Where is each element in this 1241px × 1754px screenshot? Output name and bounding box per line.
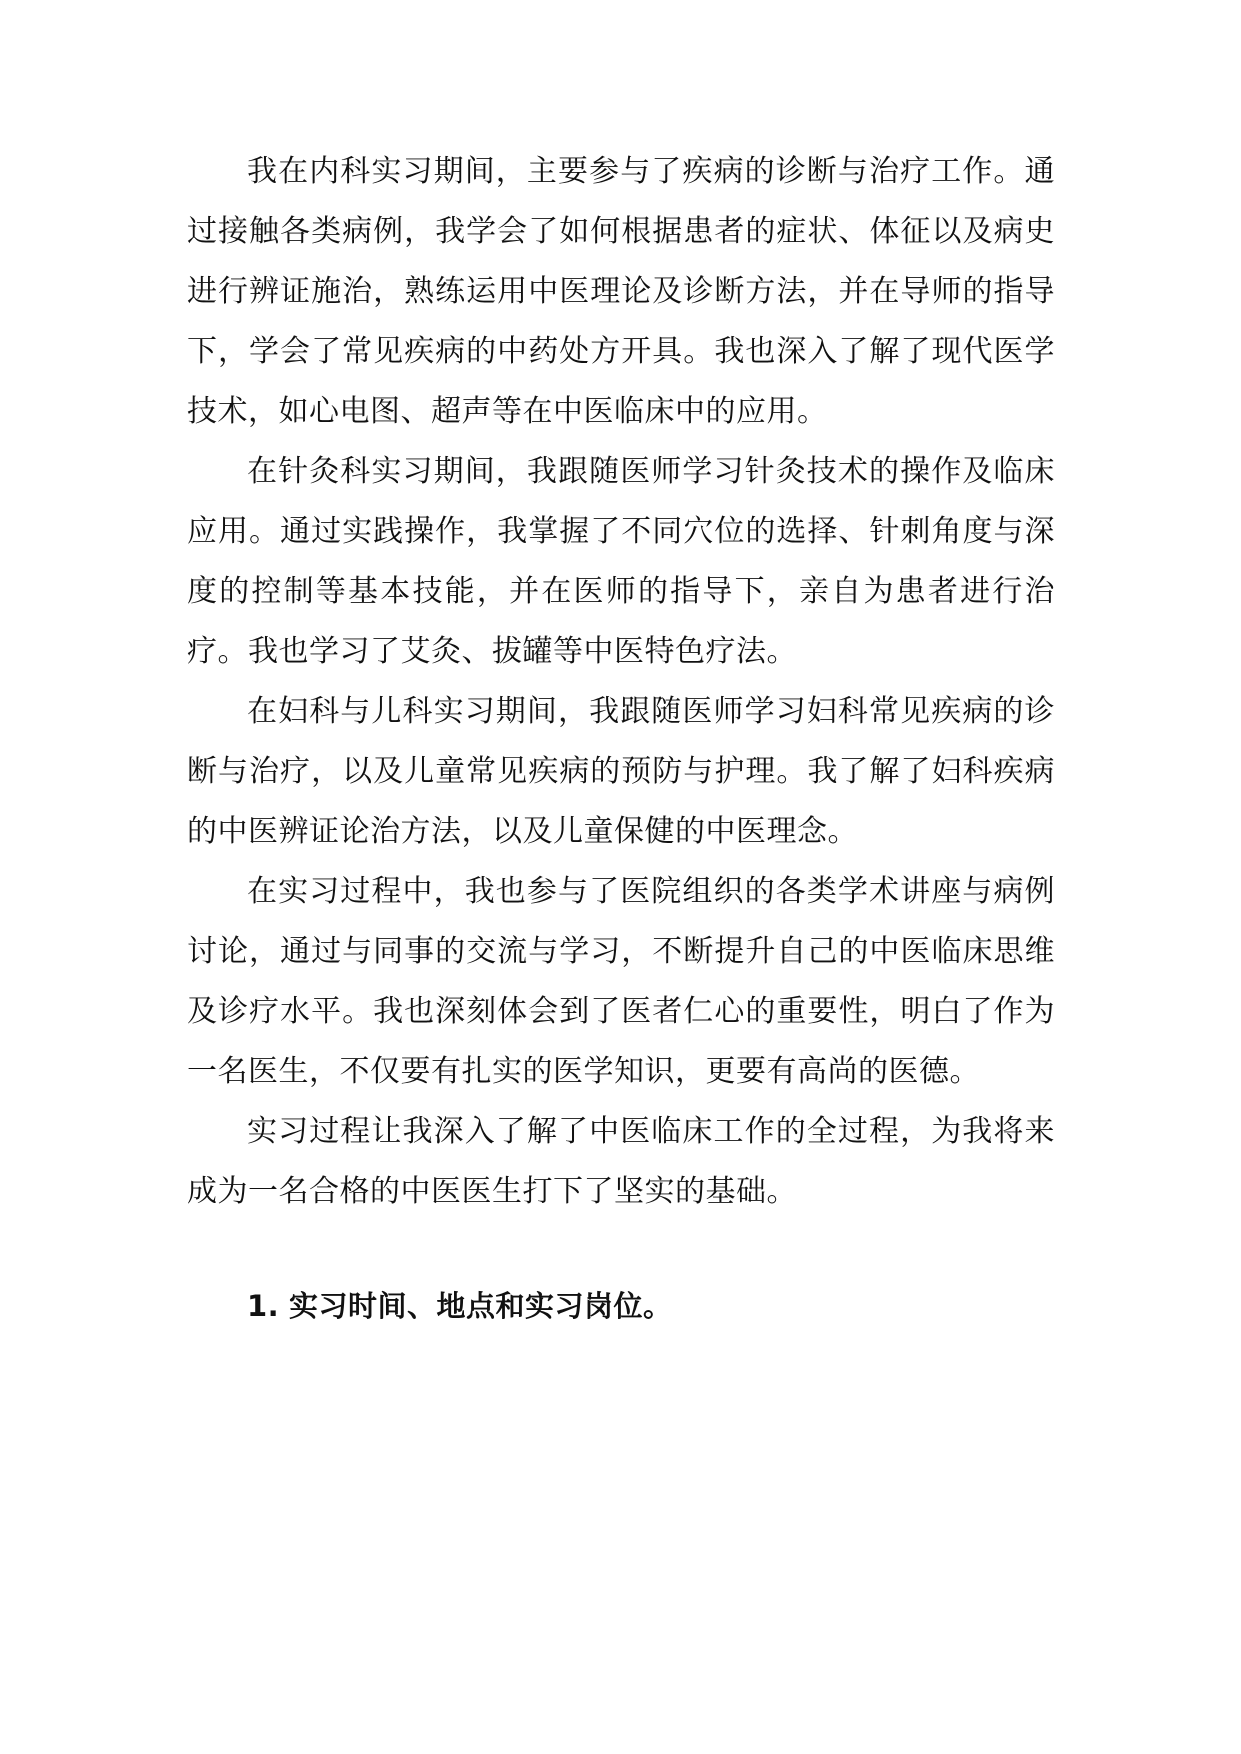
paragraph-acupuncture: 在针灸科实习期间，我跟随医师学习针灸技术的操作及临床应用。通过实践操作，我掌握了不同穴位的选择、针刺角度与深度的控制等基本技能，并在医师的指导下，亲自为患者进行治疗。我也学习了艾灸、拔罐等中医特色疗法。 [187, 454, 1055, 669]
paragraph-summary: 实习过程让我深入了解了中医临床工作的全过程，为我将来成为一名合格的中医医生打下了坚实的基础。 [187, 1114, 1055, 1209]
paragraph-gynecology-pediatrics: 在妇科与儿科实习期间，我跟随医师学习妇科常见疾病的诊断与治疗，以及儿童常见疾病的预防与护理。我了解了妇科疾病的中医辨证论治方法，以及儿童保健的中医理念。 [187, 694, 1055, 849]
section-heading-text: 实习时间、地点和实习岗位。 [289, 1289, 673, 1323]
document-body [187, 142, 1055, 1336]
paragraph-internal-medicine: 我在内科实习期间，主要参与了疾病的诊断与治疗工作。通过接触各类病例，我学会了如何根据患者的症状、体征以及病史进行辨证施治，熟练运用中医理论及诊断方法，并在导师的指导下，学会了常见疾病的中药处方开具。我也深入了解了现代医学技术，如心电图、超声等在中医临床中的应用。 [187, 154, 1055, 429]
paragraph-academic-activities: 在实习过程中，我也参与了医院组织的各类学术讲座与病例讨论，通过与同事的交流与学习，不断提升自己的中医临床思维及诊疗水平。我也深刻体会到了医者仁心的重要性，明白了作为一名医生，不仅要有扎实的医学知识，更要有高尚的医德。 [187, 874, 1055, 1089]
section-heading [187, 1276, 1055, 1336]
section-heading-number: 1. [247, 1289, 280, 1323]
